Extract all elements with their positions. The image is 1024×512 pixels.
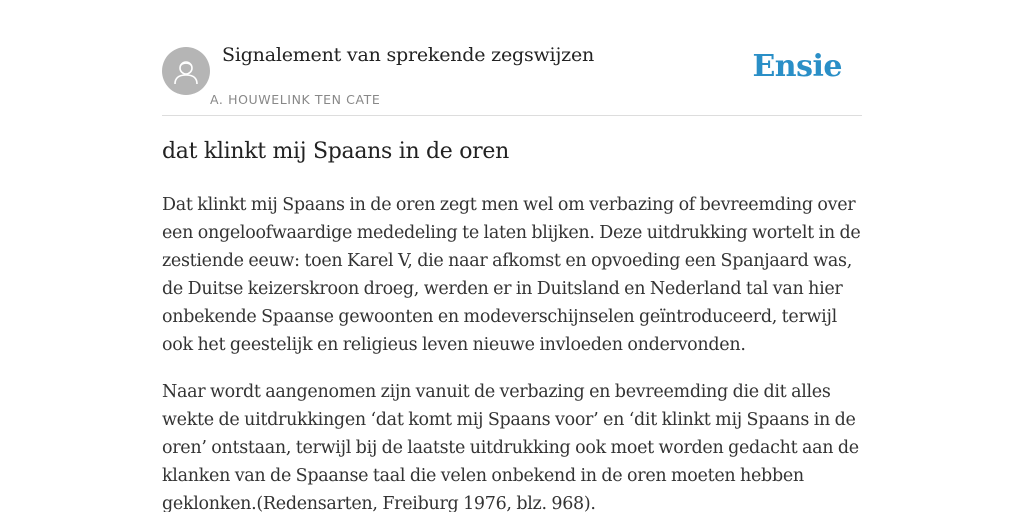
- user-silhouette-icon: [162, 47, 210, 95]
- entry-paragraph-2: Naar wordt aangenomen zijn vanuit de verbazing en bevreemding die dit alles wekte de uitdrukkingen ‘dat komt mij Spaans voor’ en ‘dit klinkt mij Spaans in de oren’ ontstaan, terwijl bij de laatste uitdrukking ook moet worden gedacht aan de klanken van de Spaanse taal die velen onbekend in de oren moeten hebben geklonken.(Redensarten, Freiburg 1976, blz. 968).: [162, 382, 859, 512]
- source-header: [162, 0, 862, 116]
- author-avatar[interactable]: [162, 47, 210, 95]
- author-name-link[interactable]: A. HOUWELINK TEN CATE: [210, 92, 381, 107]
- content-column: [162, 0, 862, 512]
- work-title-link[interactable]: Signalement van sprekende zegswijzen: [222, 44, 595, 66]
- entry-paragraph-1: Dat klinkt mij Spaans in de oren zegt men wel om verbazing of bevreemding over een ongeloofwaardige mededeling te laten blijken. Deze uitdrukking wortelt in de zestiende eeuw: toen Karel V, die naar afkomst en opvoeding een Spanjaard was, de Duitse keizerskroon droeg, werden er in Duitsland en Nederland tal van hier onbekende Spaanse gewoonten en modeverschijnselen geïntroduceerd, terwijl ook het geestelijk en religieus leven nieuwe invloeden ondervonden.: [162, 195, 861, 355]
- entry-headword: dat klinkt mij Spaans in de oren: [162, 139, 509, 164]
- ensie-logo-link[interactable]: Ensie: [752, 49, 842, 84]
- entry-body: [162, 191, 862, 512]
